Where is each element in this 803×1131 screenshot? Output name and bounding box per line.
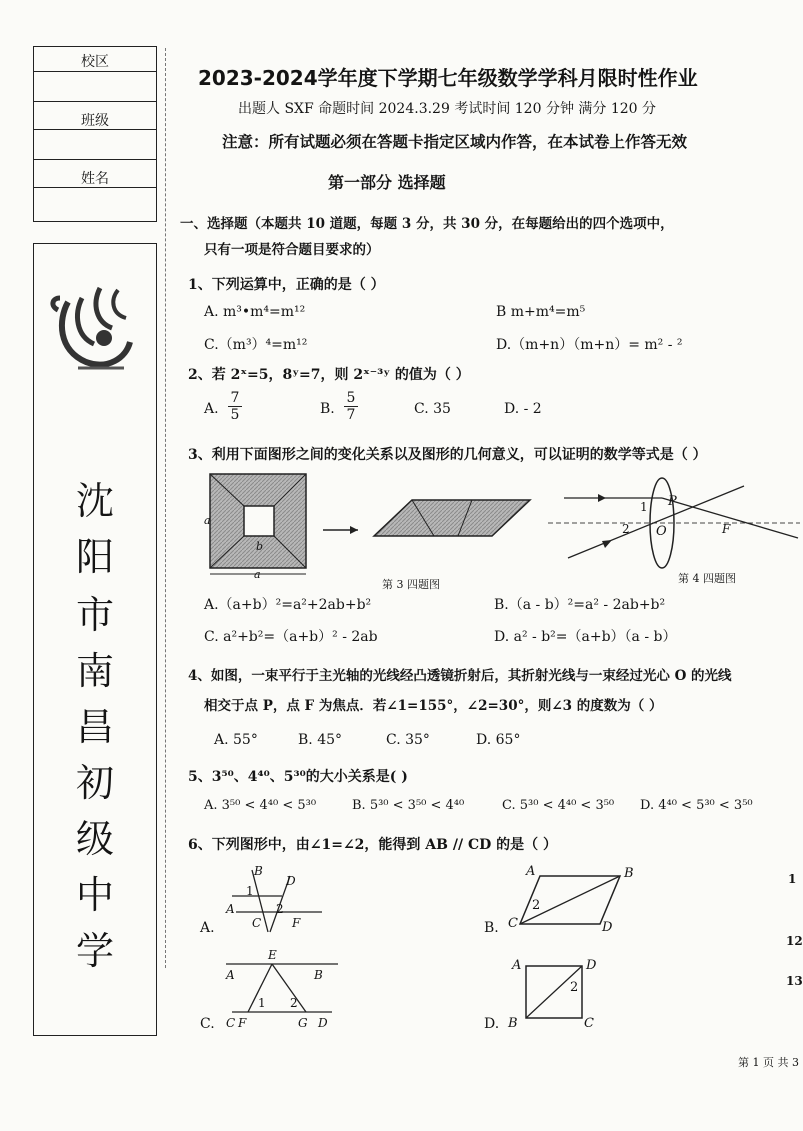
page-number: 第 1 页 共 3 [738, 1056, 799, 1069]
q2-option-a-fraction [228, 390, 242, 423]
q6c-label-b: B [314, 968, 323, 982]
q6c-label-g: G [298, 1016, 308, 1030]
q4-stem-line2: 相交于点 P，点 F 为焦点．若∠1=155°，∠2=30°，则∠3 的度数为（ ） [204, 698, 663, 714]
q6-figure-c [222, 956, 342, 1018]
q1-option-c: C.（m³）⁴=m¹² [204, 337, 308, 353]
q4-option-d: D. 65° [476, 732, 521, 748]
q2-option-b-label: B. [320, 401, 335, 417]
q6-option-c: C. [200, 1016, 215, 1032]
q6a-label-f: F [292, 916, 301, 930]
q2-a-denominator: 5 [228, 406, 242, 423]
q3-option-d: D. a² - b²=（a+b）（a - b） [494, 629, 677, 645]
part-title: 第一部分 选择题 [328, 173, 446, 192]
q6a-label-a: A [226, 902, 235, 916]
q6c-label-a: A [226, 968, 235, 982]
school-logo [48, 280, 144, 380]
q6c-label-2: 2 [290, 996, 298, 1010]
q4-stem-line1: 4、如图，一束平行于主光轴的光线经凸透镜折射后，其折射光线与一束经过光心 O 的光线 [188, 668, 732, 684]
school-char: 学 [75, 929, 114, 973]
q3-fig-label-a-bottom: a [254, 568, 261, 581]
q6b-label-d: D [602, 920, 613, 935]
q6a-label-2: 2 [276, 902, 284, 916]
q2-stem: 2、若 2ˣ=5，8ʸ=7，则 2ˣ⁻³ʸ 的值为（ ） [188, 367, 470, 383]
q6-figure-a [222, 866, 332, 936]
section-heading: 一、选择题（本题共 10 道题，每题 3 分，共 30 分，在每题给出的四个选项中， [180, 216, 674, 232]
q4-fig-label-p: P [668, 494, 677, 509]
q1-stem: 1、下列运算中，正确的是（ ） [188, 277, 385, 293]
q6d-label-d: D [586, 958, 597, 973]
q4-fig-label-2: 2 [622, 522, 630, 536]
exam-notice: 注意：所有试题必须在答题卡指定区域内作答，在本试卷上作答无效 [222, 133, 688, 151]
q6b-label-b: B [624, 866, 634, 881]
school-char: 中 [75, 873, 114, 917]
q4-option-b: B. 45° [298, 732, 343, 748]
q6b-label-2: 2 [532, 898, 541, 913]
q4-option-a: A. 55° [214, 732, 258, 748]
margin-fragment: 13 [786, 974, 803, 988]
q6c-label-f: F [238, 1016, 247, 1030]
q1-option-d: D.（m+n）（m+n）= m² - ² [496, 337, 683, 353]
q6a-label-c: C [252, 916, 262, 930]
q4-fig-label-o: O [656, 524, 667, 539]
q6c-label-e: E [268, 948, 277, 962]
school-char: 阳 [75, 535, 114, 579]
school-char: 初 [75, 761, 114, 805]
q6-option-d: D. [484, 1016, 500, 1032]
q6-option-b: B. [484, 920, 499, 936]
q1-option-a: A. m³•m⁴=m¹² [204, 304, 306, 320]
name-label: 姓名 [81, 171, 109, 187]
q4-fig-caption: 第 4 四题图 [678, 572, 736, 585]
q6b-label-c: C [508, 916, 518, 931]
q5-option-d: D. 4⁴⁰ < 5³⁰ < 3⁵⁰ [640, 798, 753, 813]
q3-figure [198, 470, 528, 585]
q5-stem: 5、3⁵⁰、4⁴⁰、5³⁰的大小关系是( ) [188, 769, 408, 785]
q6b-label-a: A [526, 864, 536, 879]
q3-fig-label-b: b [256, 540, 264, 553]
q6c-label-1: 1 [258, 996, 266, 1010]
section-heading-cont: 只有一项是符合题目要求的） [204, 242, 380, 258]
q4-option-c: C. 35° [386, 732, 430, 748]
q2-option-a-label: A. [204, 401, 219, 417]
q3-option-b: B.（a - b）²=a² - 2ab+b² [494, 597, 666, 613]
q6-stem: 6、下列图形中，由∠1=∠2，能得到 AB // CD 的是（ ） [188, 837, 557, 853]
q2-b-numerator: 5 [346, 390, 356, 406]
q6c-label-d: D [318, 1016, 328, 1030]
q2-option-c: C. 35 [414, 401, 451, 417]
q3-fig-label-a: a [204, 514, 211, 527]
binding-line [165, 48, 166, 968]
q5-option-c: C. 5³⁰ < 4⁴⁰ < 3⁵⁰ [502, 798, 615, 813]
q2-b-denominator: 7 [344, 406, 358, 423]
q2-option-d: D. - 2 [504, 401, 542, 417]
school-box [33, 243, 157, 1036]
q1-option-b: B m+m⁴=m⁵ [496, 304, 586, 320]
q6a-label-b: B [254, 864, 263, 878]
q3-fig-caption: 第 3 四题图 [382, 578, 440, 591]
q6a-label-1: 1 [246, 884, 254, 898]
q6d-label-a: A [512, 958, 522, 973]
q5-option-b: B. 5³⁰ < 3⁵⁰ < 4⁴⁰ [352, 798, 465, 813]
school-char: 南 [75, 649, 114, 693]
q6d-label-c: C [584, 1016, 594, 1031]
class-label: 班级 [81, 113, 109, 129]
margin-fragment: 12 [786, 934, 803, 948]
q6d-label-b: B [508, 1016, 518, 1031]
q4-lens-figure [548, 478, 800, 578]
q3-option-c: C. a²+b²=（a+b）² - 2ab [204, 629, 378, 645]
exam-meta: 出题人 SXF 命题时间 2024.3.29 考试时间 120 分钟 满分 120 分 [238, 101, 657, 117]
q2-option-b-fraction [344, 390, 358, 423]
q6d-label-2: 2 [570, 980, 579, 995]
school-char: 昌 [75, 705, 114, 749]
school-char: 市 [75, 593, 114, 637]
school-char: 沈 [75, 479, 114, 523]
q6a-label-d: D [286, 874, 296, 888]
q4-fig-label-f: F [722, 522, 731, 536]
q4-fig-label-1: 1 [640, 500, 648, 514]
q3-option-a: A.（a+b）²=a²+2ab+b² [204, 597, 372, 613]
campus-label: 校区 [81, 54, 109, 70]
school-char: 级 [75, 817, 114, 861]
student-info-table [33, 46, 157, 222]
q5-option-a: A. 3⁵⁰ < 4⁴⁰ < 5³⁰ [204, 798, 317, 813]
page-title: 2023-2024学年度下学期七年级数学学科月限时性作业 [198, 66, 698, 90]
q3-stem: 3、利用下面图形之间的变化关系以及图形的几何意义，可以证明的数学等式是（ ） [188, 447, 707, 463]
margin-fragment: 1 [788, 872, 797, 886]
q2-a-numerator: 7 [230, 390, 240, 406]
q6c-label-c: C [226, 1016, 236, 1030]
q6-option-a: A. [200, 920, 215, 936]
